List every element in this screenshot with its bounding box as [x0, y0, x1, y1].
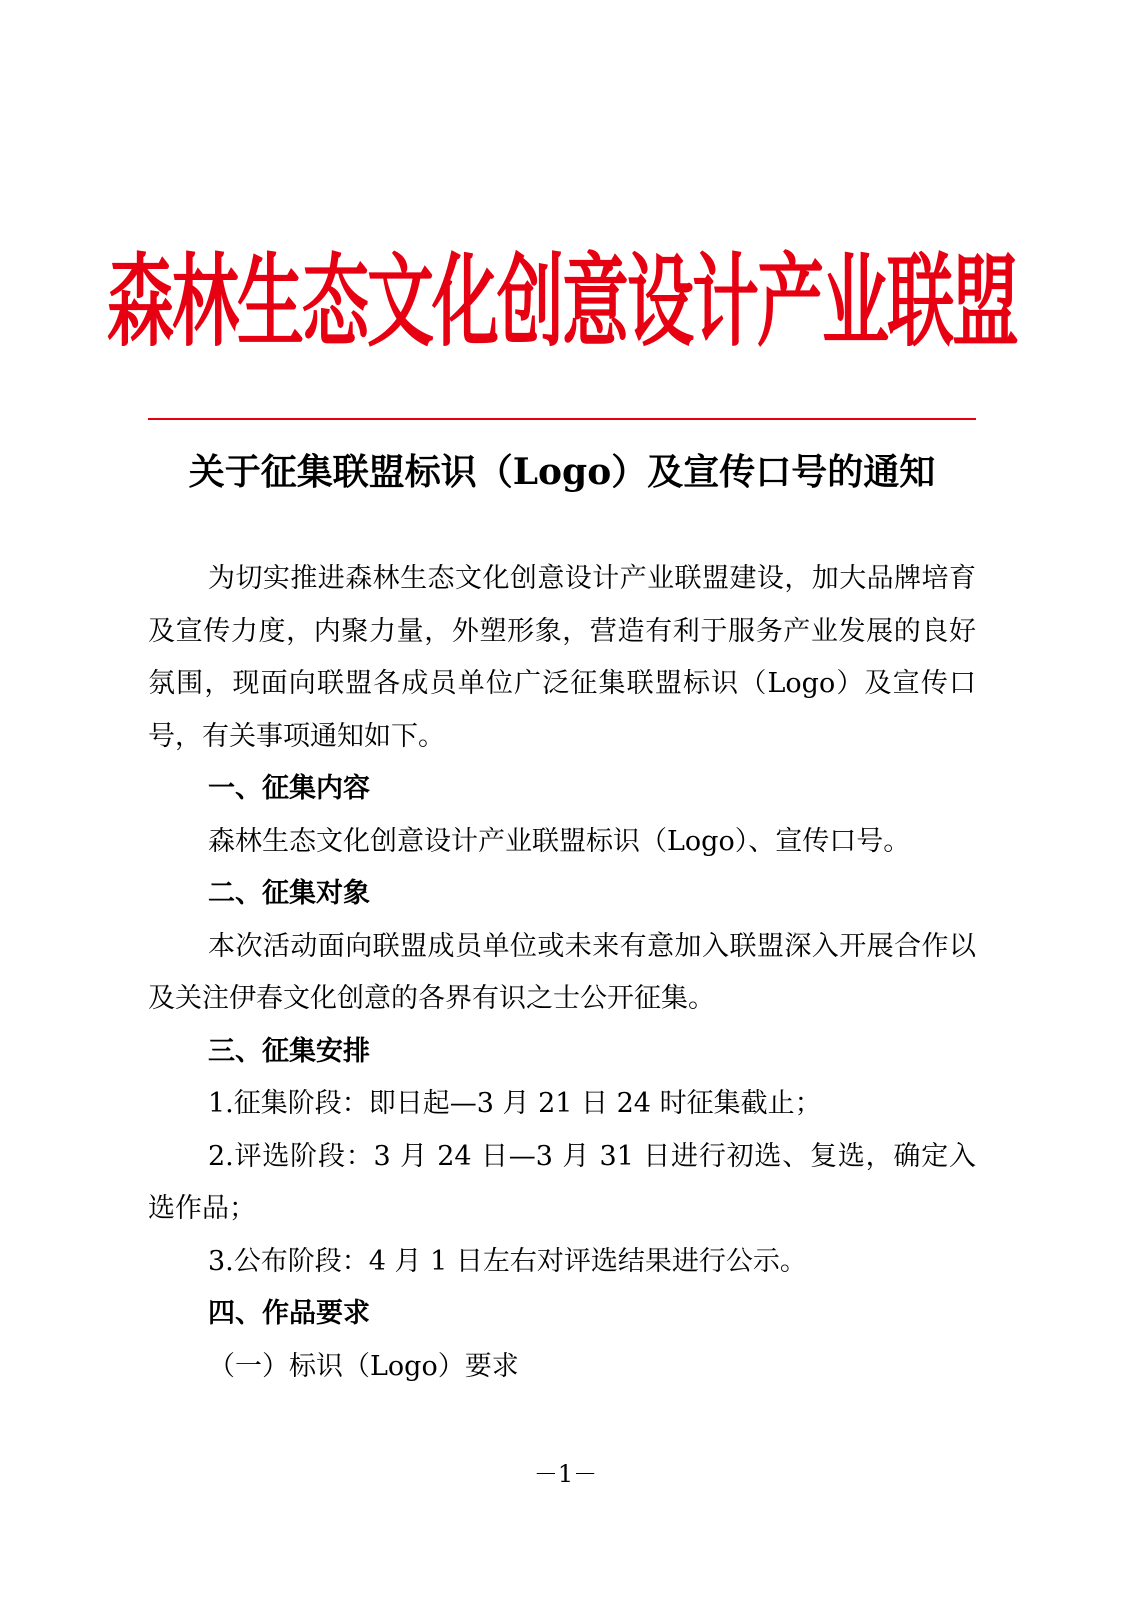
section-target-paragraph: 本次活动面向联盟成员单位或未来有意加入联盟深入开展合作以及关注伊春文化创意的各界有识之士公开征集。 [148, 930, 976, 1014]
notice-title: 关于征集联盟标识（Logo）及宣传口号的通知 [188, 451, 936, 493]
section-heading-schedule: 三、征集安排 [208, 1035, 370, 1067]
schedule-item-collection: 1.征集阶段：即日起—3 月 21 日 24 时征集截止； [208, 1088, 822, 1119]
section-heading-content: 一、征集内容 [208, 773, 370, 804]
section-heading-target: 二、征集对象 [208, 878, 370, 909]
section-content-paragraph: 森林生态文化创意设计产业联盟标识（Logo）、宣传口号。 [208, 825, 911, 857]
masthead-title: 森林生态文化创意设计产业联盟 [107, 242, 1017, 360]
page-number: －1－ [533, 1460, 598, 1488]
schedule-item-selection: 2.评选阶段：3 月 24 日—3 月 31 日进行初选、复选，确定入选作品； [148, 1140, 976, 1224]
subheading-logo-requirements: （一）标识（Logo）要求 [208, 1350, 519, 1382]
notice-body [148, 553, 976, 1393]
section-heading-requirements: 四、作品要求 [208, 1298, 370, 1329]
schedule-item-announcement: 3.公布阶段：4 月 1 日左右对评选结果进行公示。 [208, 1245, 807, 1277]
red-divider-line [148, 418, 976, 420]
intro-paragraph: 为切实推进森林生态文化创意设计产业联盟建设，加大品牌培育及宣传力度，内聚力量，外塑形象，营造有利于服务产业发展的良好氛围，现面向联盟各成员单位广泛征集联盟标识（Logo）及宣传口号，有关事项通知如下。 [148, 563, 976, 752]
